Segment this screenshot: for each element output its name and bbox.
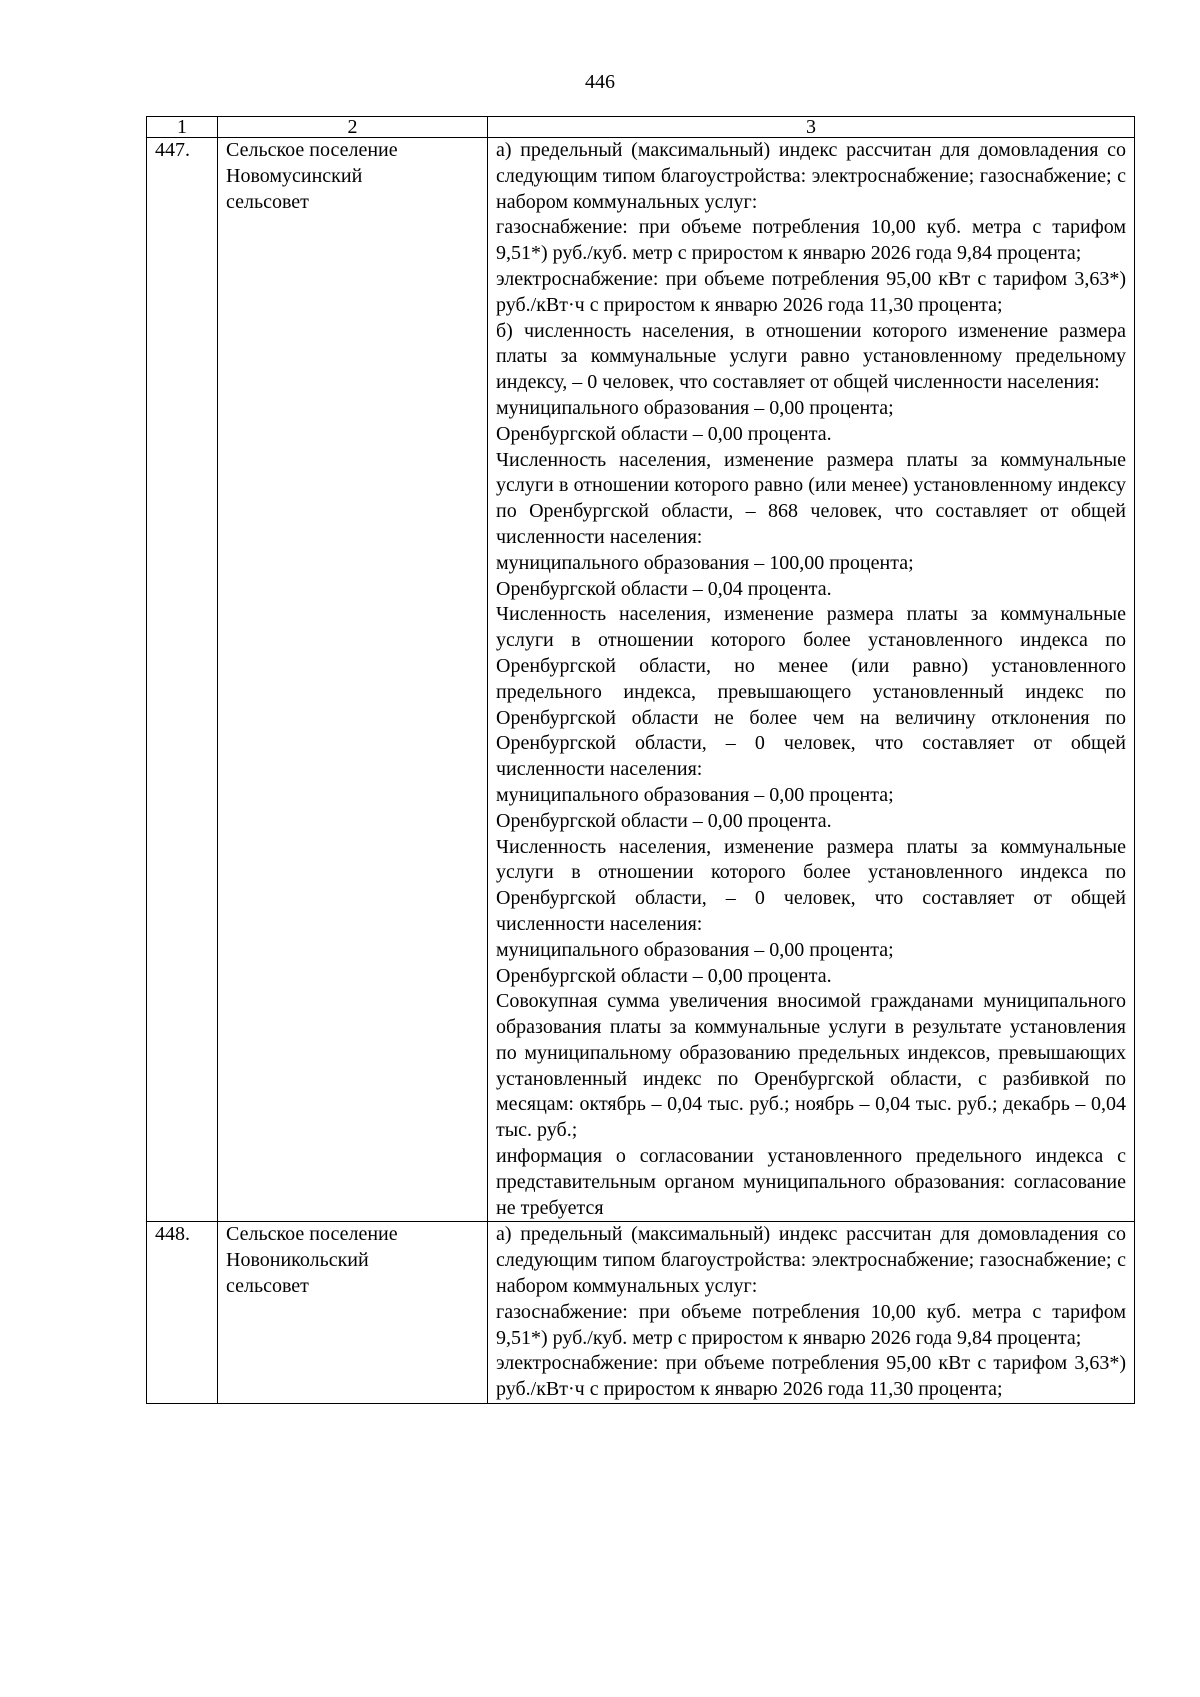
description-paragraph: муниципального образования – 0,00 процента; xyxy=(496,783,894,806)
settlement-name-line: Сельское поселение xyxy=(226,139,398,161)
settlement-name-line: сельсовет xyxy=(226,190,309,213)
description-paragraph: Совокупная сумма увеличения вносимой гражданами муниципального образования платы за коммунальные услуги в результате установления по муниципальному образованию предельных индексов, превышающих установленный индекс по Оренбургской области, с разбивкой по месяцам: октябрь – 0,04 тыс. руб.; ноябрь – 0,04 тыс. руб.; декабрь – 0,04 тыс. руб.; xyxy=(496,990,1126,1142)
description-paragraph: муниципального образования – 100,00 процента; xyxy=(496,551,914,574)
description-paragraph: муниципального образования – 0,00 процента; xyxy=(496,396,894,419)
column-header-3: 3 xyxy=(488,117,1135,138)
description-paragraph: Оренбургской области – 0,04 процента. xyxy=(496,577,832,600)
description-paragraph: Численность населения, изменение размера платы за коммунальные услуги в отношении которого более установленного индекса по Оренбургской области, но менее (или равно) установленного предельного индекса, превышающего установленный индекс по Оренбургской области не более чем на величину отклонения по Оренбургской области, – 0 человек, что составляет от общей численности населения: xyxy=(496,603,1126,781)
row-number: 447. xyxy=(147,138,218,1222)
settlement-name-line: сельсовет xyxy=(226,1275,309,1298)
table-row xyxy=(147,138,1135,1222)
description-paragraph: Оренбургской области – 0,00 процента. xyxy=(496,809,832,832)
description-paragraph: электроснабжение: при объеме потребления 95,00 кВт с тарифом 3,63*) руб./кВт·ч с приростом к январю 2026 года 11,30 процента; xyxy=(496,1352,1126,1401)
settlement-name xyxy=(218,138,488,1222)
settlement-name-line: Сельское поселение xyxy=(226,1223,398,1246)
table-row xyxy=(147,1222,1135,1404)
description-paragraph: Численность населения, изменение размера платы за коммунальные услуги в отношении которого более установленного индекса по Оренбургской области, – 0 человек, что составляет от общей численности населения: xyxy=(496,835,1126,935)
document-table xyxy=(146,116,1135,1404)
index-description xyxy=(488,1222,1135,1404)
index-description xyxy=(488,138,1135,1222)
column-header-2: 2 xyxy=(218,117,488,138)
description-paragraph: электроснабжение: при объеме потребления 95,00 кВт с тарифом 3,63*) руб./кВт·ч с приростом к январю 2026 года 11,30 процента; xyxy=(496,267,1126,316)
settlement-name-line: Новомусинский xyxy=(226,164,363,187)
description-paragraph: газоснабжение: при объеме потребления 10,00 куб. метра с тарифом 9,51*) руб./куб. метр с приростом к январю 2026 года 9,84 процента; xyxy=(496,1300,1126,1349)
table-header-row xyxy=(147,117,1135,138)
description-paragraph: Оренбургской области – 0,00 процента. xyxy=(496,422,832,445)
settlement-name xyxy=(218,1222,488,1404)
description-paragraph: Оренбургской области – 0,00 процента. xyxy=(496,964,832,987)
description-paragraph: информация о согласовании установленного предельного индекса с представительным органом муниципального образования: согласование не требуется xyxy=(496,1145,1126,1219)
description-paragraph: б) численность населения, в отношении которого изменение размера платы за коммунальные услуги равно установленному предельному индексу, – 0 человек, что составляет от общей численности населения: xyxy=(496,319,1126,394)
description-paragraph: газоснабжение: при объеме потребления 10,00 куб. метра с тарифом 9,51*) руб./куб. метр с приростом к январю 2026 года 9,84 процента; xyxy=(496,216,1126,265)
description-paragraph: Численность населения, изменение размера платы за коммунальные услуги в отношении которого равно (или менее) установленному индексу по Оренбургской области, – 868 человек, что составляет от общей численности населения: xyxy=(496,448,1126,548)
page-number: 446 xyxy=(585,71,615,93)
settlement-name-line: Новоникольский xyxy=(226,1249,369,1272)
row-number: 448. xyxy=(147,1222,218,1404)
description-paragraph: а) предельный (максимальный) индекс рассчитан для домовладения со следующим типом благоустройства: электроснабжение; газоснабжение; с набором коммунальных услуг: xyxy=(496,139,1126,213)
description-paragraph: а) предельный (максимальный) индекс рассчитан для домовладения со следующим типом благоустройства: электроснабжение; газоснабжение; с набором коммунальных услуг: xyxy=(496,1223,1126,1298)
description-paragraph: муниципального образования – 0,00 процента; xyxy=(496,938,894,961)
column-header-1: 1 xyxy=(147,117,218,138)
